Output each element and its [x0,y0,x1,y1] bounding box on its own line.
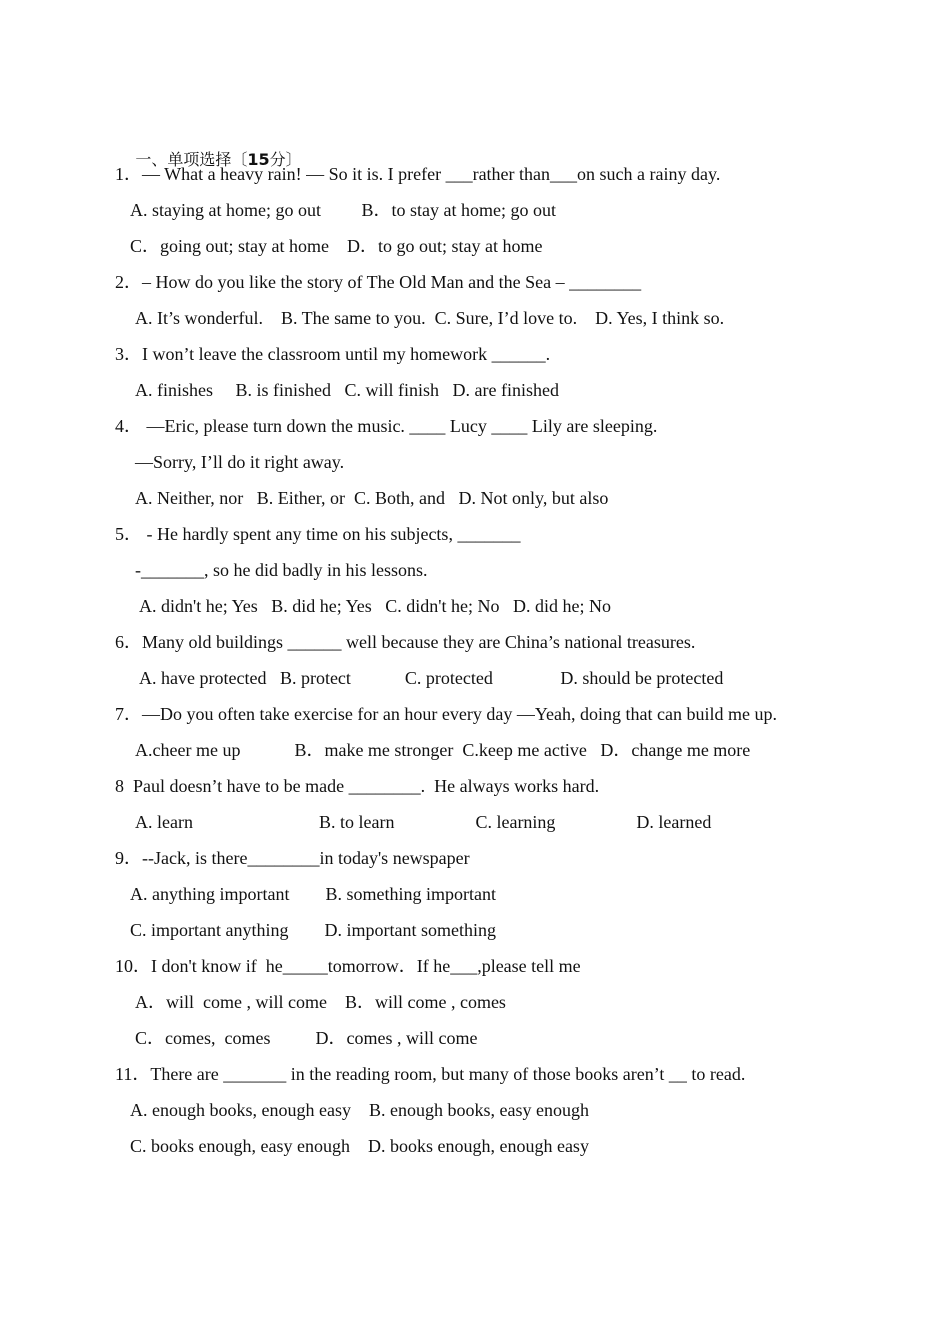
question-9-stem: 9．--Jack, is there________in today's newspaper [115,848,470,868]
question-7-stem: 7．—Do you often take exercise for an hour every day —Yeah, doing that can build me up. [115,704,777,724]
question-2-stem: 2．– How do you like the story of The Old Man and the Sea – ________ [115,272,642,292]
question-1-stem: 1．— What a heavy rain! — So it is. I prefer ___rather than___on such a rainy day. [115,164,721,184]
question-8-stem: 8 Paul doesn’t have to be made ________. He always works hard. [115,776,600,796]
question-9-options-row-2: C. important anything D. important something [130,920,496,940]
question-7-options-row-1: A.cheer me up B．make me stronger C.keep me active D．change me more [135,740,751,760]
question-11-options-row-2: C. books enough, easy enough D. books enough, enough easy [130,1136,589,1156]
question-5-stem: 5． - He hardly spent any time on his subjects, _______ [115,524,521,544]
question-1-options-row-1: A. staying at home; go out B．to stay at home; go out [130,200,556,220]
question-3-options-row-1: A. finishes B. is finished C. will finish D. are finished [135,380,559,400]
question-4-continuation: —Sorry, I’ll do it right away. [135,452,345,472]
question-5-options-row-1: A. didn't he; Yes B. did he; Yes C. didn't he; No D. did he; No [139,596,612,616]
question-6-stem: 6．Many old buildings ______ well because they are China’s national treasures. [115,632,696,652]
question-2-options-row-1: A. It’s wonderful. B. The same to you. C. Sure, I’d love to. D. Yes, I think so. [135,308,725,328]
question-11-options-row-1: A. enough books, enough easy B. enough books, easy enough [130,1100,589,1120]
question-1-options-row-2: C．going out; stay at home D．to go out; stay at home [130,236,543,256]
question-10-stem: 10．I don't know if he_____tomorrow．If he___,please tell me [115,956,581,976]
question-5-continuation: -_______, so he did badly in his lessons. [135,560,428,580]
question-4-options-row-1: A. Neither, nor B. Either, or C. Both, and D. Not only, but also [135,488,609,508]
section-title-prefix: 一、单项选择〔 [135,150,248,169]
question-3-stem: 3．I won’t leave the classroom until my homework ______. [115,344,551,364]
question-6-options-row-1: A. have protected B. protect C. protected D. should be protected [139,668,724,688]
question-4-stem: 4． —Eric, please turn down the music. ____ Lucy ____ Lily are sleeping. [115,416,658,436]
section-title-suffix: 分〕 [269,150,302,169]
question-10-options-row-2: C．comes, comes D．comes , will come [135,1028,478,1048]
question-11-stem: 11．There are _______ in the reading room, but many of those books aren’t __ to read. [115,1064,746,1084]
question-10-options-row-1: A．will come , will come B．will come , comes [135,992,506,1012]
section-points: 15 [247,150,270,169]
question-8-options-row-1: A. learn B. to learn C. learning D. learned [135,812,712,832]
question-9-options-row-1: A. anything important B. something important [130,884,496,904]
